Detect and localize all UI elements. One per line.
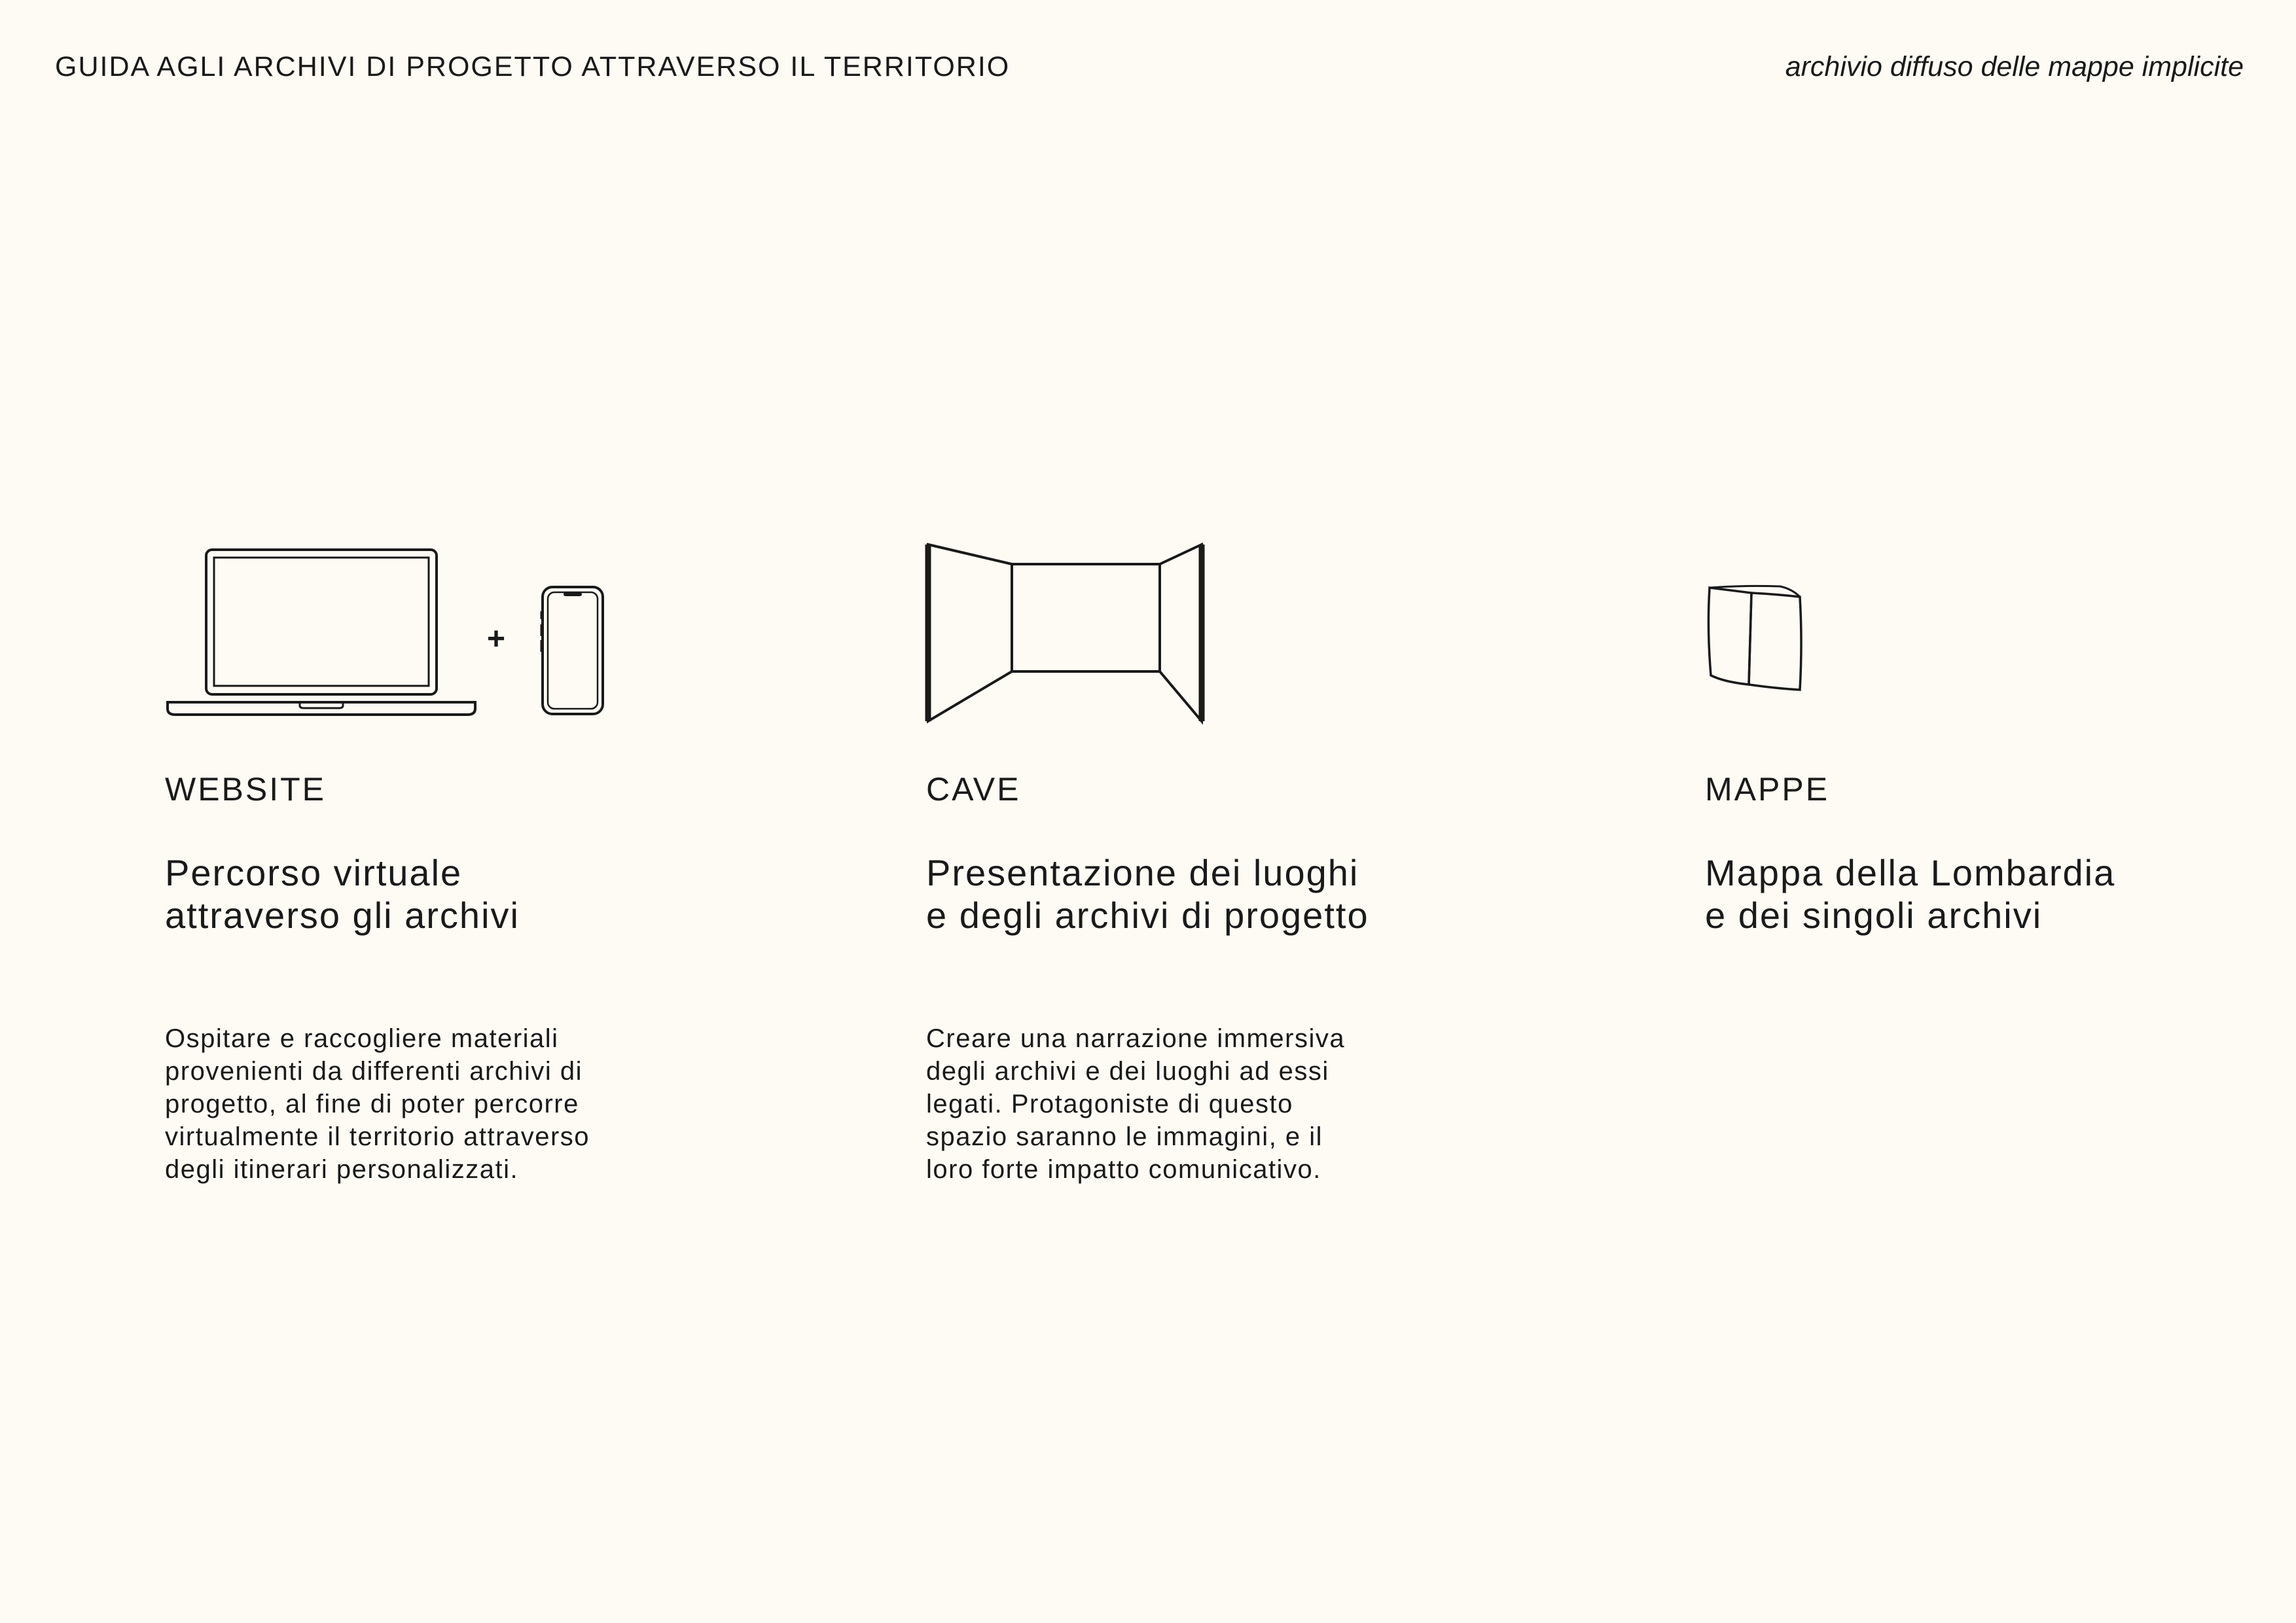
smartphone-icon — [539, 584, 606, 717]
column-label: MAPPE — [1705, 771, 1830, 808]
column-label: WEBSITE — [165, 771, 327, 808]
page-subtitle: archivio diffuso delle mappe implicite — [1785, 51, 2244, 82]
page-title: GUIDA AGLI ARCHIVI DI PROGETTO ATTRAVERSO IL TERRITORIO — [55, 51, 1011, 82]
cave-room-icon — [924, 541, 1206, 726]
column-heading: Percorso virtuale attraverso gli archivi — [165, 852, 520, 936]
folded-map-icon — [1704, 584, 1806, 694]
column-heading: Presentazione dei luoghi e degli archivi di progetto — [926, 852, 1369, 936]
column-description: Creare una narrazione immersiva degli archivi e dei luoghi ad essi legati. Protagoniste di questo spazio saranno le immagini, e il loro forte impatto comunicativo. — [926, 1024, 1346, 1184]
column-cave — [926, 770, 1515, 1184]
column-label: CAVE — [926, 771, 1021, 808]
laptop-icon — [165, 547, 478, 717]
column-mappe — [1705, 770, 2294, 936]
column-website — [165, 770, 754, 1184]
plus-icon — [487, 623, 505, 656]
column-heading: Mappa della Lombardia e dei singoli archivi — [1705, 852, 2116, 936]
plus-sign: + — [487, 622, 506, 656]
column-description: Ospitare e raccogliere materiali provenienti da differenti archivi di progetto, al fine di poter percorre virtualmente il territorio attraverso degli itinerari personalizzati. — [165, 1024, 590, 1184]
